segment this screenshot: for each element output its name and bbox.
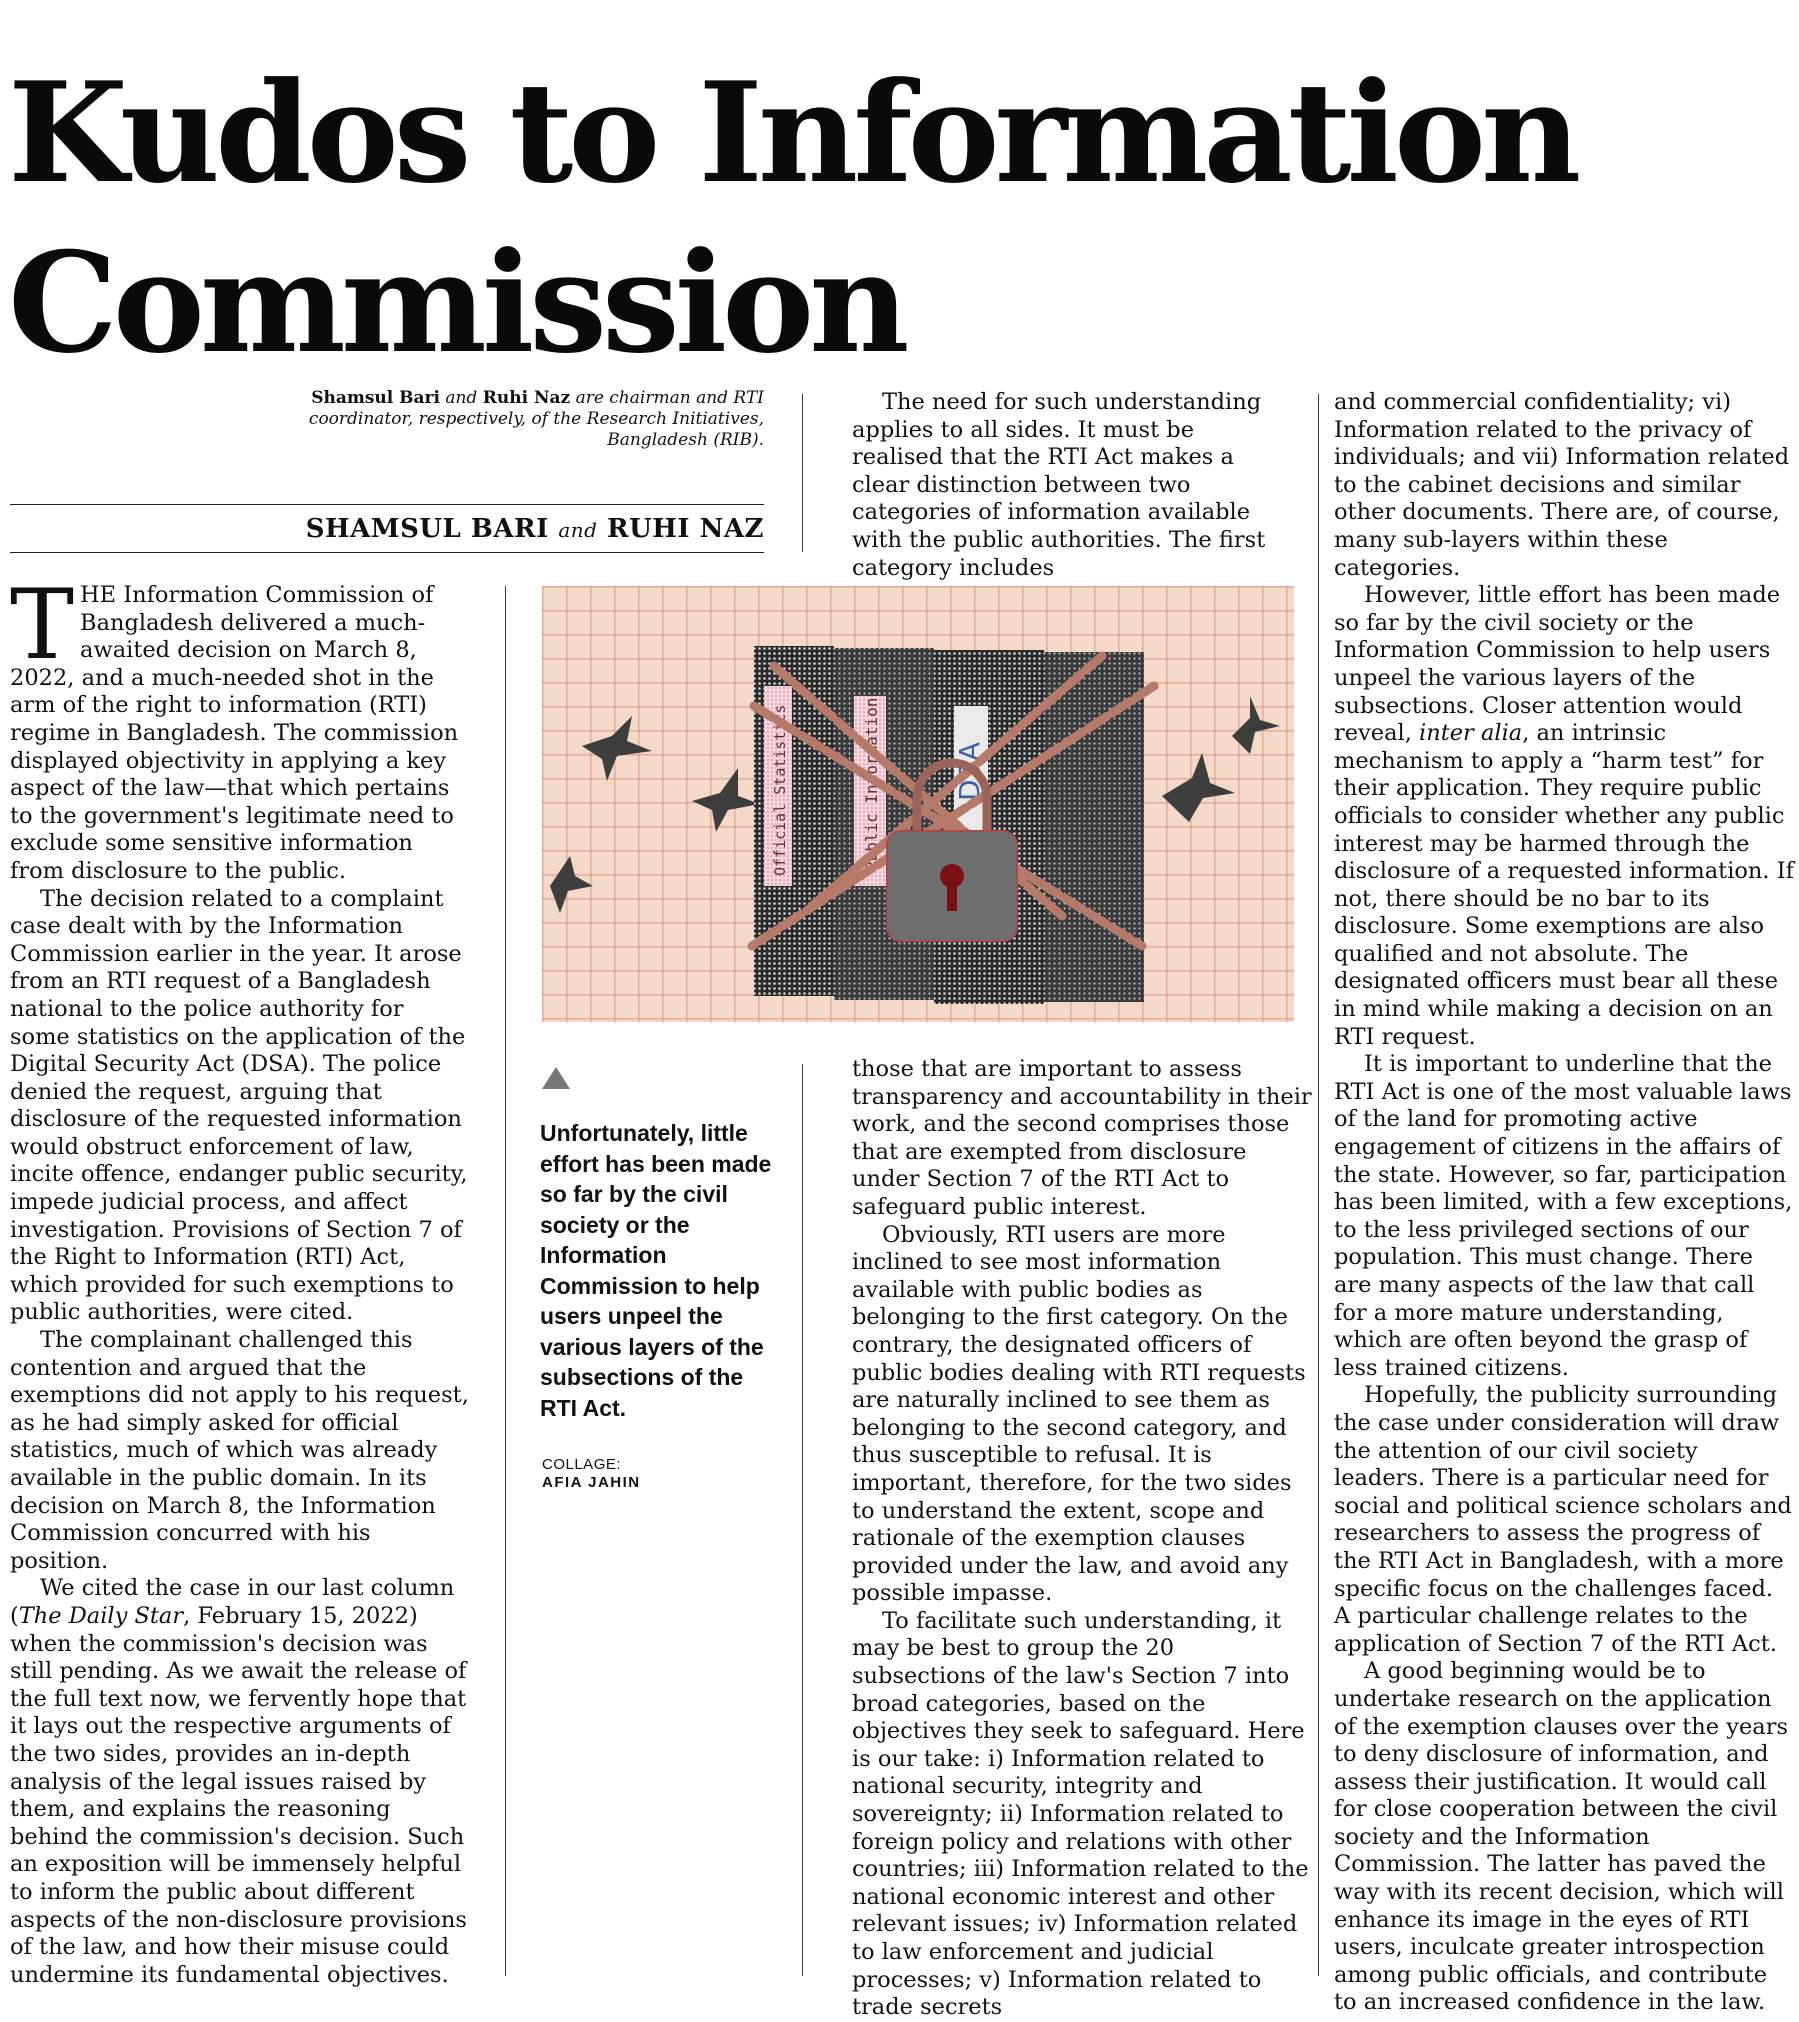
pullquote: Unfortunately, little effort has been made so far by the civil society or the Information Commission to help users unpeel the various layers of the subsections of the RTI Act. bbox=[540, 1120, 772, 1421]
author-note-text: are chairman and RTI coordinator, respectively, of the Research Initiatives, Bangladesh (RIB). bbox=[308, 388, 764, 450]
col3-p2-italic: inter alia bbox=[1419, 720, 1523, 747]
drop-cap: T bbox=[10, 569, 75, 681]
credit-label: COLLAGE: bbox=[542, 1456, 622, 1473]
headline-line-1: Kudos to Information bbox=[8, 51, 1577, 214]
column-2-top bbox=[852, 389, 1282, 582]
byline-author-1: SHAMSUL BARI bbox=[305, 514, 549, 544]
collage-svg bbox=[542, 586, 1294, 1022]
col3-p2-after: , an intrinsic mechanism to apply a “harm test” for their application. They require public officials to consider whether any public interest may be harmed through the disclosure of a requested information. If not, there should be no bar to its disclosure. Some exemptions are also qualified and not absolute. The designated officers must bear all these in mind while making a decision on an RTI request. bbox=[1334, 720, 1794, 1050]
byline-rule-bottom bbox=[10, 552, 764, 553]
column-rule-left bbox=[505, 586, 506, 1976]
col1-paragraph-3: The complainant challenged this contention and argued that the exemptions did not apply to his request, as he had simply asked for official statistics, much of which was already available in the public domain. In its decision on March 8, the Information Commission concurred with his position. bbox=[10, 1327, 469, 1574]
col2-paragraph-2: Obviously, RTI users are more inclined to see most information available with public bodies as belonging to the first category. On the contrary, the designated officers of public bodies dealing with RTI requests are naturally inclined to see them as belonging to the second category, and thus susceptible to refusal. It is important, therefore, for the two sides to understand the extent, scope and rationale of the exemption clauses provided under the law, and avoid any possible impasse. bbox=[852, 1221, 1306, 1607]
binder-label-1: Official Statistics bbox=[771, 704, 789, 876]
col2-top-paragraph-1: The need for such understanding applies to all sides. It must be realised that the RTI Act makes a clear distinction between two categories of information available with the public authorities. The first category includes bbox=[852, 389, 1266, 581]
col1-p4-italic: The Daily Star bbox=[18, 1602, 184, 1629]
byline bbox=[10, 512, 764, 547]
headline-line-2: Commission bbox=[8, 221, 905, 384]
column-rule-right bbox=[1318, 394, 1319, 1976]
col3-paragraph-5: A good beginning would be to undertake research on the application of the exemption clauses over the years to deny disclosure of information, and assess their justification. It would call for close cooperation between the civil society and the Information Commission. The latter has paved the way with its recent decision, which will enhance its image in the eyes of RTI users, inculcate greater introspection among public officials, and contribute to an increased confidence in the law. bbox=[1334, 1658, 1788, 2016]
headline bbox=[8, 48, 1708, 388]
column-1 bbox=[10, 569, 470, 1989]
col1-p4-after: , February 15, 2022) when the commission's decision was still pending. As we await the release of the full text now, we fervently hope that it lays out the respective arguments of the two sides, provides an in-depth analysis of the legal issues raised by them, and explains the reasoning behind the commission's decision. Such an exposition will be immensely helpful to inform the public about different aspects of the non-disclosure provisions of the law, and how their misuse could undermine its fundamental objectives. bbox=[10, 1602, 467, 1988]
pullquote-triangle-icon bbox=[542, 1067, 570, 1089]
binder-label-2: Public Information bbox=[862, 697, 881, 871]
col3-paragraph-2 bbox=[1334, 582, 1794, 1051]
author-note bbox=[230, 388, 764, 451]
col3-paragraph-1: and commercial confidentiality; vi) Information related to the privacy of individuals; and vii) Information related to the cabinet decisions and similar other documents. There are, of course, many sub-layers within these categories. bbox=[1334, 389, 1790, 581]
col1-paragraph-4 bbox=[10, 1575, 470, 1989]
author-note-name-1: Shamsul Bari bbox=[311, 388, 440, 408]
col1-paragraph-1 bbox=[10, 569, 470, 886]
byline-and: and bbox=[558, 518, 598, 542]
column-3 bbox=[1334, 389, 1794, 2017]
col3-paragraph-3: It is important to underline that the RTI Act is one of the most valuable laws of the land for promoting active engagement of citizens in the affairs of the state. However, so far, participation has been limited, with a few exceptions, to the less privileged sections of our population. This must change. There are many aspects of the law that call for a more mature understanding, which are often beyond the grasp of less trained citizens. bbox=[1334, 1051, 1793, 1381]
col2-paragraph-1: those that are important to assess transparency and accountability in their work, and the second comprises those that are exempted from disclosure under Section 7 of the RTI Act to safeguard public interest. bbox=[852, 1056, 1312, 1220]
author-note-and: and bbox=[445, 388, 478, 408]
column-2-bottom bbox=[852, 1056, 1312, 2022]
byline-author-2: RUHI NAZ bbox=[607, 514, 764, 544]
col3-p2-before: However, little effort has been made so far by the civil society or the Information Commission to help users unpeel the various layers of the subsections. Closer attention would reveal, bbox=[1334, 582, 1781, 747]
collage-illustration bbox=[542, 586, 1294, 1022]
column-rule-top bbox=[802, 394, 803, 552]
credit-name: AFIA JAHIN bbox=[542, 1474, 641, 1491]
col1-p1-text: HE Information Commission of Bangladesh delivered a much-awaited decision on March 8, 2022, and a much-needed shot in the arm of the right to information (RTI) regime in Bangladesh. The commission displayed objectivity in applying a key aspect of the law—that which pertains to the government's legitimate need to exclude some sensitive information from disclosure to the public. bbox=[10, 582, 459, 884]
column-rule-middle bbox=[802, 1064, 803, 1976]
photo-credit bbox=[542, 1456, 641, 1492]
col2-paragraph-3: To facilitate such understanding, it may be best to group the 20 subsections of the law's Section 7 into broad categories, based on the objectives they seek to safeguard. Here is our take: i) Information related to national security, integrity and sovereignty; ii) Information related to foreign policy and relations with other countries; iii) Information related to the national economic interest and other relevant issues; iv) Information related to law enforcement and judicial processes; v) Information related to trade secrets bbox=[852, 1607, 1309, 2021]
binder-label-3: DSA bbox=[953, 741, 986, 801]
col3-paragraph-4: Hopefully, the publicity surrounding the case under consideration will draw the attention of our civil society leaders. There is a particular need for social and political science scholars and researchers to assess the progress of the RTI Act in Bangladesh, with a more specific focus on the challenges faced. A particular challenge relates to the application of Section 7 of the RTI Act. bbox=[1334, 1382, 1792, 1657]
author-note-name-2: Ruhi Naz bbox=[482, 388, 571, 408]
byline-rule-top bbox=[10, 504, 764, 505]
col1-paragraph-2: The decision related to a complaint case dealt with by the Information Commission earlier in the year. It arose from an RTI request of a Bangladesh national to the police authority for some statistics on the application of the Digital Security Act (DSA). The police denied the request, arguing that disclosure of the requested information would obstruct enforcement of law, incite offence, endanger public security, impede judicial process, and affect investigation. Provisions of Section 7 of the Right to Information (RTI) Act, which provided for such exemptions to public authorities, were cited. bbox=[10, 885, 468, 1326]
col1-p4-before: We cited the case in our last column ( bbox=[10, 1575, 455, 1629]
